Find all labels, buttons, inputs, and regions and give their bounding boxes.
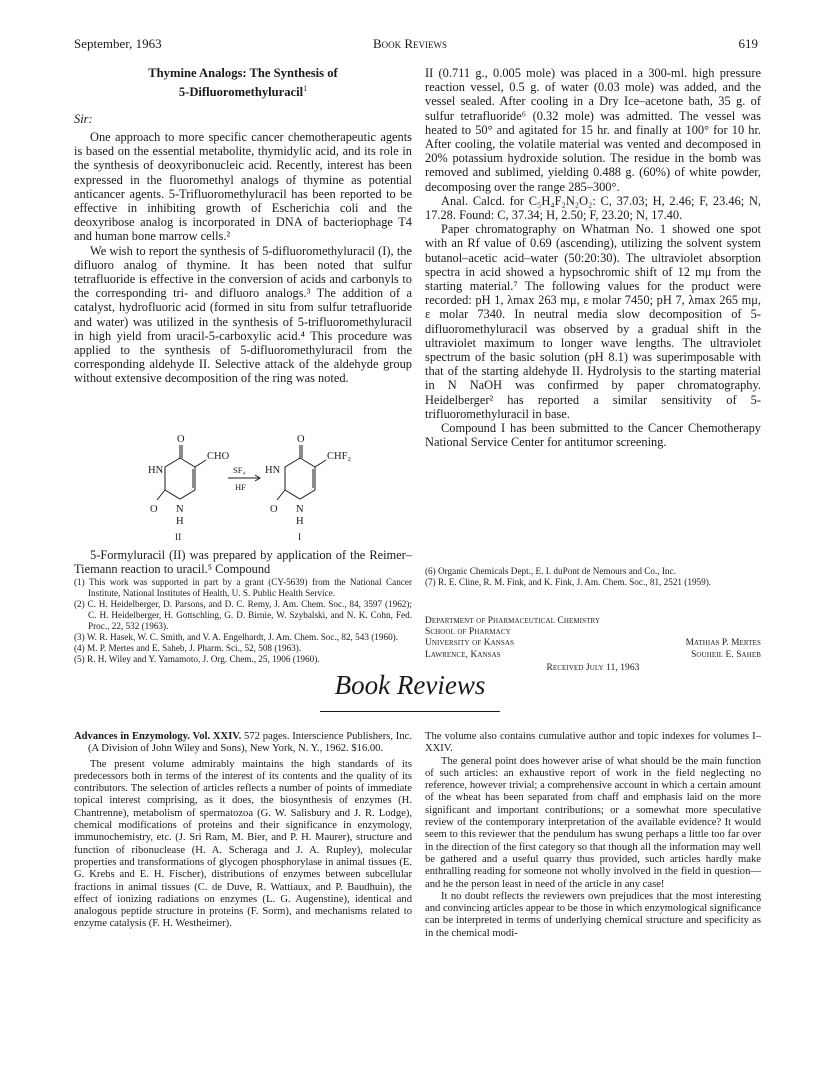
atom-n: N xyxy=(296,504,304,515)
author-name: Mathias P. Mertes xyxy=(685,638,761,649)
page-number: 619 xyxy=(738,36,758,51)
footnote: (5) R. H. Wiley and Y. Yamamoto, J. Org. Chem., 25, 1906 (1960). xyxy=(74,654,320,664)
article-paragraph: One approach to more specific cancer chemotherapeutic agents is based on the essential metabolite, thymidylic acid, and its role in the synthesis of deoxyribonucleic acid. Recently, interest has been expressed in the fluoromethyl analogs of thymine as potential anticancer agents. 5-Trifluoromethyluracil has been reported to be effective in inhibiting growth of Escherichia coli and the deoxyribose analog is incorporated in DNA of bacteriophage T4 and human bone marrow cells.² xyxy=(74,130,412,244)
atom-o: O xyxy=(177,434,185,445)
substituent-chf2: CHF₂ xyxy=(327,451,352,462)
ring-i xyxy=(285,458,315,499)
atom-o: O xyxy=(270,504,278,515)
affiliation-line: Lawrence, Kansas xyxy=(425,649,501,660)
running-header-section: Book Reviews xyxy=(372,36,448,51)
reagent-hf: HF xyxy=(235,482,246,492)
article-right-body xyxy=(425,66,761,449)
article-paragraph: 5-Formyluracil (II) was prepared by application of the Reimer–Tiemann reaction to uracil.⁵ Compound xyxy=(74,548,412,577)
review-paragraph: The volume also contains cumulative author and topic indexes for volumes I–XXIV. xyxy=(425,731,761,755)
atom-h: H xyxy=(296,516,304,527)
compound-label-ii: II xyxy=(175,533,182,543)
review-paragraph: The present volume admirably maintains the high standards of its predecessors both in terms of the interest of its contents and the quality of its contributors. The selection of articles reflects a number of points of immediate topical interest comprising, as it does, the biosynthesis of enzymes (H. Chantrenne), metabolism of spermatozoa (G. W. Salisbury and J. R. Lodge), chemical modifications of proteins and their significance in enzymology, immunochemistry, etc. (J. Sri Ram, M. Bier, and P. H. Maurer), structure and function of ribonuclease (H. A. Scheraga and J. A. Rupley), molecular properties and transformations of glycogen phosphorylase in animal tissues (E. G. Krebs and E. H. Fischer), distributions of enzymes between subcellular fractions in animal tissues (C. de Duve, R. Wattiaux, and P. Baudhuin), the effect of ionizing radiations on enzymes (L. G. Augenstine), identical and analogous peptide structure in proteins (F. Sorm), and mechanisms related to enzyme catalysis (F. H. Westheimer). xyxy=(74,758,412,930)
article-title-footnote-mark: 1 xyxy=(303,84,308,93)
received-date: Received July 11, 1963 xyxy=(546,662,640,673)
heading-rule xyxy=(320,711,500,712)
footnotes-left xyxy=(74,577,412,665)
substituent-cho: CHO xyxy=(207,451,230,462)
article-title-line2: 5-Difluoromethyluracil xyxy=(178,85,304,100)
affiliation-line: Department of Pharmaceutical Chemistry xyxy=(425,616,601,626)
article-paragraph: II (0.711 g., 0.005 mole) was placed in a 300-ml. high pressure reaction vessel, 0.5 g. of water (0.03 mole) was added, and the vessel sealed. After cooling in a Dry Ice–acetone bath, 35 g. of sulfur tetrafluoride⁶ (0.32 mole) was admitted. The vessel was heated to 50° and agitated for 15 hr. and finally at 100° for 10 hr. After cooling, the volatile material was vented and decomposed in 20% potassium hydroxide solution. The residue in the bomb was removed and sublimed, yielding 0.488 g. (60%) of white powder, decomposing over the range 285–300°. xyxy=(425,66,761,194)
salutation: Sir: xyxy=(74,112,93,126)
reagent-sf4: SF₄ xyxy=(233,465,246,475)
footnote: (7) R. E. Cline, R. M. Fink, and K. Fink, J. Am. Chem. Soc., 81, 2521 (1959). xyxy=(425,577,712,587)
affiliation-line: University of Kansas xyxy=(425,638,515,649)
article-paragraph: Paper chromatography on Whatman No. 1 showed one spot with an Rf value of 0.69 (ascending), utilizing the solvent system butanol–acetic acid–water (50:20:30). The ultraviolet absorption spectra in acid showed a hypsochromic shift of 12 mμ from the starting material.⁷ The following values for the product were recorded: pH 1, λmax 263 mμ, ε molar 7450; pH 7, λmax 265 mμ, ε molar 7340. In neutral media slow decomposition of 5-difluoromethyluracil was observed by a gradual shift in the ultraviolet maximum to longer wave lengths. The ultraviolet spectrum of the basic solution (pH 8.1) was superimposable with that of the starting aldehyde II. Hydrolysis to the starting material in N NaOH was confirmed by paper chromatography. Heidelberger² has reported a similar sensitivity of 5-trifluoromethyluracil in base. xyxy=(425,222,761,421)
book-entry-title: Advances in Enzymology. Vol. XXIV. xyxy=(74,731,242,742)
compound-label-i: I xyxy=(298,533,302,543)
review-paragraph: The general point does however arise of what should be the main function of such articles: an exhaustive report of work in the field neglecting no reference, however trivial; a comprehensive account in which a certain amount of the wheat has been separated from chaff and emphasis laid on the more significant and important contributions; or a somewhat more speculative review of the contemporary interpretation of the available evidence? It would seem to this reviewer that the pendulum has swung perhaps a little too far over in the direction of the first category so that though all the information may well be gathered and a useful quarry thus provided, such articles hardly make enthralling reading for someone not wholly involved in the field in question—and he the person least in need of the article in any case! xyxy=(425,755,761,890)
footnote: (3) W. R. Hasek, W. C. Smith, and V. A. Engelhardt, J. Am. Chem. Soc., 82, 543 (1960). xyxy=(74,632,399,642)
article-left-body xyxy=(74,130,412,386)
reaction-scheme xyxy=(140,432,390,544)
footnote: (2) C. H. Heidelberger, D. Parsons, and D. C. Remy, J. Am. Chem. Soc., 84, 3597 (1962); C. H. Heidelberger, H. Gottschling, G. D. Birnie, W. Szybalski, and N. K. Cohn, Fed. Proc., 22, 532 (1963). xyxy=(74,599,412,631)
article-paragraph: Anal. Calcd. for C₅H₄F₂N₂O₂: C, 37.03; H, 2.46; F, 23.46; N, 17.28. Found: C, 37.34; H, 2.50; F, 23.20; N, 17.40. xyxy=(425,193,761,223)
footnotes-right xyxy=(425,566,761,588)
atom-o: O xyxy=(297,434,305,445)
book-review-left xyxy=(74,731,412,931)
article-paragraph: We wish to report the synthesis of 5-difluoromethyluracil (I), the difluoro analog of thymine. It has been noted that sulfur tetrafluoride is effective in the conversion of acids and carbonyls to the corresponding tri- and difluoro analogs.³ The addition of a catalyst, hydrofluoric acid (formed in situ from sulfur tetrafluoride and water) was utilized in the synthesis of 5-trifluoromethyluracil in high yield from uracil-5-carboxylic acid.⁴ This procedure was applied to the synthesis of 5-difluoromethyluracil from the corresponding aldehyde II. Selective attack of the aldehyde group without extensive decomposition of the ring was noted. xyxy=(74,243,412,386)
footnote: (1) This work was supported in part by a grant (CY-5639) from the National Cancer Institute, National Institutes of Health, U. S. Public Health Service. xyxy=(74,577,412,598)
footnote: (6) Organic Chemicals Dept., E. I. duPont de Nemours and Co., Inc. xyxy=(425,566,676,576)
review-paragraph: It no doubt reflects the reviewers own prejudices that the most interesting and convincing articles appear to be those in which enzymological significance can be interpreted in terms of underlying chemical structure and specificity as in the chemical modi- xyxy=(425,890,761,939)
affiliation-block xyxy=(425,616,761,674)
ring-ii xyxy=(165,458,195,499)
atom-hn: HN xyxy=(148,465,164,476)
atom-hn: HN xyxy=(265,465,281,476)
atom-o: O xyxy=(150,504,158,515)
book-review-right xyxy=(425,731,761,940)
article-left-continuation xyxy=(74,548,412,576)
author-name: Souheil E. Saheb xyxy=(691,649,761,660)
article-paragraph: Compound I has been submitted to the Cancer Chemotherapy National Service Center for antitumor screening. xyxy=(425,421,761,450)
running-header-date: September, 1963 xyxy=(74,36,162,51)
atom-n: N xyxy=(176,504,184,515)
book-entry-details: 572 pages. Interscience Publishers, Inc. (A Division of John Wiley and Sons), New York, N. Y., 1962. $16.00. xyxy=(88,731,412,755)
affiliation-line: School of Pharmacy xyxy=(425,627,511,638)
book-entry-citation xyxy=(74,731,412,756)
article-title-line1: Thymine Analogs: The Synthesis of xyxy=(148,66,338,80)
atom-h: H xyxy=(176,516,184,527)
article-title xyxy=(74,66,412,100)
section-heading: Book Reviews xyxy=(334,670,486,700)
footnote: (4) M. P. Mertes and E. Saheb, J. Pharm. Sci., 52, 508 (1963). xyxy=(74,643,302,653)
